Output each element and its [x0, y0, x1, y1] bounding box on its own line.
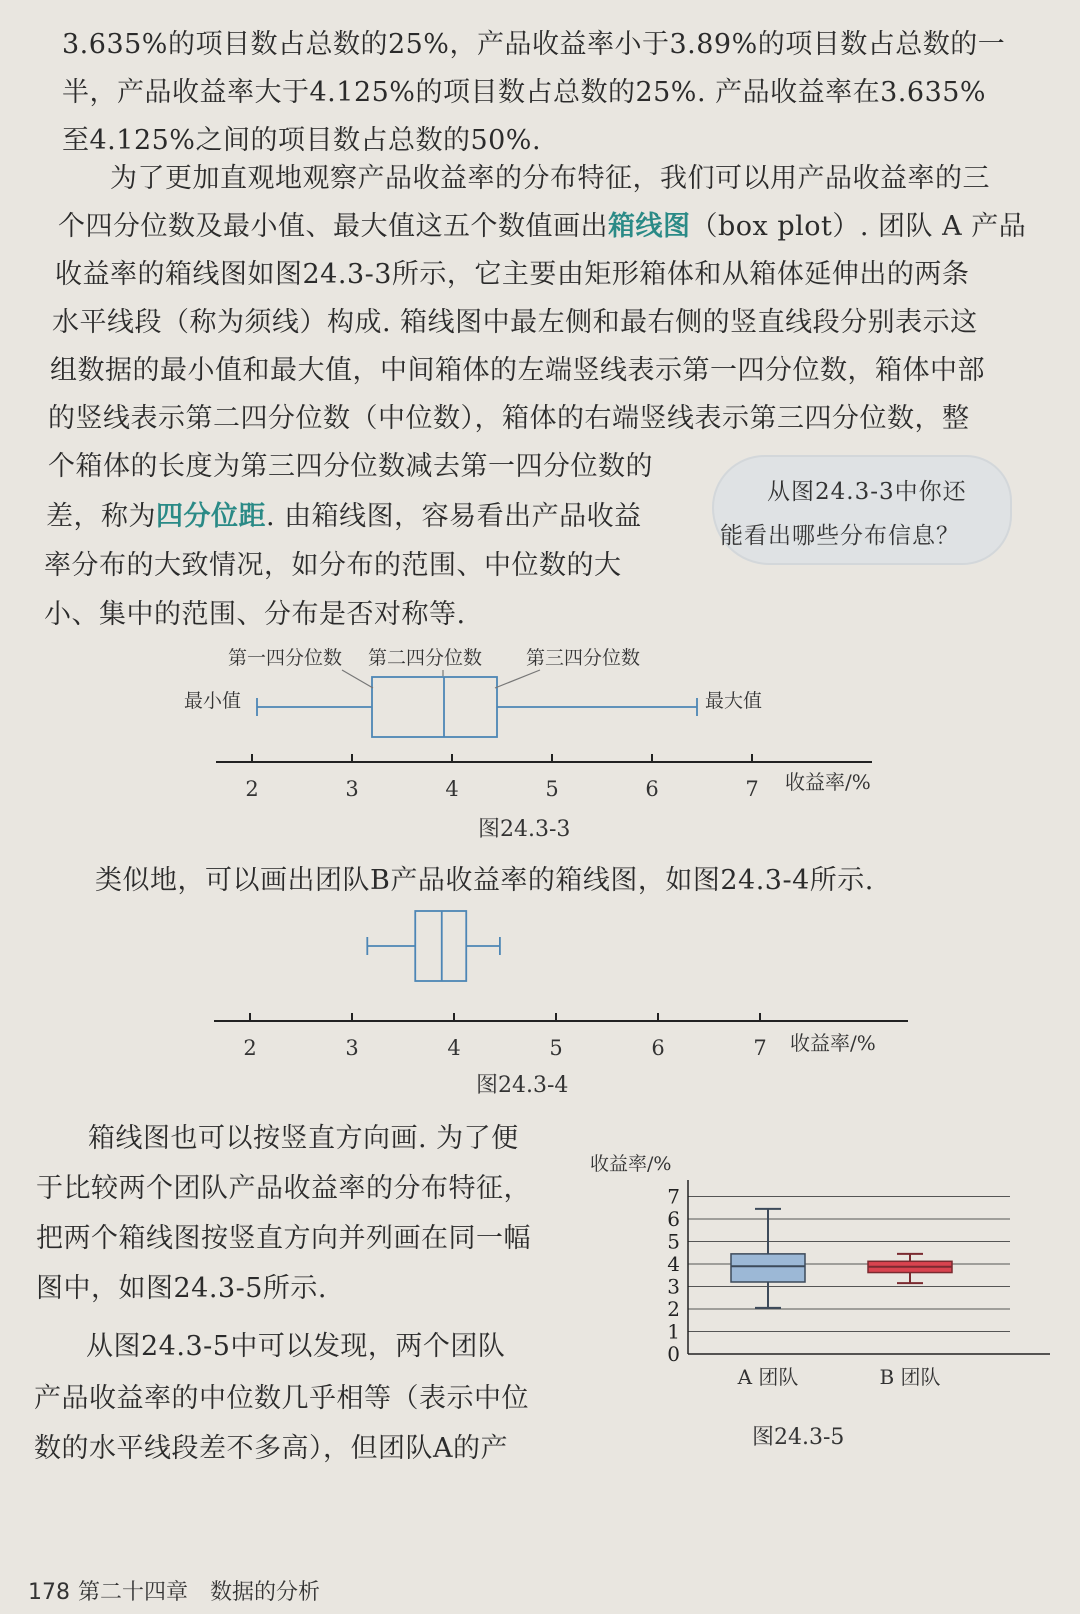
leader-line-q3 — [495, 670, 540, 688]
text-line: 收益率的箱线图如图24.3-3所示，它主要由矩形箱体和从箱体延伸出的两条 — [55, 259, 970, 290]
fig5-b-box — [868, 1261, 952, 1272]
text-line: 至4.125%之间的项目数占总数的50%. — [62, 125, 542, 156]
text-span: 个四分位数及最小值、最大值这五个数值画出 — [58, 211, 608, 242]
label-q2: 第二四分位数 — [368, 647, 483, 669]
text-line: 水平线段（称为须线）构成. 箱线图中最左侧和最右侧的竖直线段分别表示这 — [52, 307, 978, 338]
label-min: 最小值 — [184, 690, 242, 712]
chapter-title: 第二十四章 数据的分析 — [78, 1580, 321, 1605]
fig3-tick-label: 2 — [245, 777, 259, 801]
text-line: 数的水平线段差不多高），但团队A的产 — [34, 1433, 508, 1464]
bubble-line: 从图24.3-3中你还 — [767, 479, 967, 505]
term-box-plot: 箱线图 — [608, 211, 691, 242]
text-line: 把两个箱线图按竖直方向并列画在同一幅 — [36, 1223, 531, 1254]
fig5-tick-label: 4 — [667, 1252, 680, 1276]
term-iqr: 四分位距 — [156, 501, 266, 532]
fig5-tick-label: 1 — [667, 1319, 680, 1344]
label-q3: 第三四分位数 — [526, 647, 641, 669]
text-line: 的竖线表示第二四分位数（中位数），箱体的右端竖线表示第三四分位数，整 — [48, 403, 970, 434]
text-line: 箱线图也可以按竖直方向画. 为了便 — [88, 1123, 519, 1154]
text-line: 个箱体的长度为第三四分位数减去第一四分位数的 — [48, 451, 653, 482]
text-line: 3.635%的项目数占总数的25%，产品收益率小于3.89%的项目数占总数的一 — [62, 29, 1006, 60]
fig5-tick-label: 6 — [667, 1207, 680, 1231]
text-line: 小、集中的范围、分布是否对称等. — [44, 599, 466, 630]
fig4-tick-label: 4 — [447, 1036, 461, 1060]
text-span: （box plot）. 团队 A 产品 — [690, 211, 1027, 242]
text-line: 从图24.3-5中可以发现，两个团队 — [86, 1331, 506, 1362]
fig4-box — [415, 911, 466, 981]
bubble-line: 能看出哪些分布信息？ — [720, 523, 960, 549]
fig5-ylabel: 收益率/% — [590, 1153, 672, 1175]
fig4-xlabel: 收益率/% — [790, 1031, 876, 1055]
text-line: 于比较两个团队产品收益率的分布特征， — [36, 1173, 531, 1204]
fig3-tick-label: 3 — [345, 777, 359, 801]
thought-bubble — [712, 455, 1012, 565]
fig4-tick-label: 3 — [345, 1036, 359, 1060]
fig5-boxplots — [731, 1209, 952, 1389]
fig5-a-category-label: A 团队 — [737, 1365, 799, 1389]
fig5-tick-label: 3 — [667, 1274, 680, 1299]
text-line: 组数据的最小值和最大值，中间箱体的左端竖线表示第一四分位数，箱体中部 — [50, 355, 985, 386]
fig4-tick-label: 2 — [243, 1036, 257, 1060]
label-q1: 第一四分位数 — [228, 647, 343, 669]
fig4-tick-label: 6 — [651, 1036, 665, 1060]
fig4-tick-label: 7 — [753, 1036, 767, 1060]
fig5-a-box — [731, 1254, 805, 1282]
text-span: . 由箱线图，容易看出产品收益 — [266, 501, 642, 532]
fig4-axis — [214, 1013, 908, 1060]
fig5-tick-label: 0 — [667, 1342, 680, 1366]
fig4-tick-label: 5 — [549, 1036, 563, 1060]
text-line: 图中，如图24.3-5所示. — [36, 1273, 328, 1304]
text-line: 率分布的大致情况，如分布的范围、中位数的大 — [44, 550, 622, 581]
fig3-xlabel: 收益率/% — [785, 770, 871, 794]
fig5-b-category-label: B 团队 — [879, 1365, 941, 1389]
leader-line-q1 — [342, 670, 373, 688]
fig3-caption: 图24.3-3 — [478, 817, 571, 842]
fig5-caption: 图24.3-5 — [752, 1425, 845, 1450]
fig3-axis — [216, 754, 872, 801]
fig4-boxplot — [367, 911, 500, 981]
fig5-grid — [667, 1180, 1050, 1366]
text-line — [58, 204, 1026, 243]
text-span: 差，称为 — [46, 501, 156, 532]
text-line: 为了更加直观地观察产品收益率的分布特征，我们可以用产品收益率的三 — [110, 163, 990, 194]
fig5-tick-label: 7 — [667, 1184, 680, 1209]
text-line — [46, 494, 642, 533]
fig3-tick-label: 4 — [445, 777, 459, 801]
page-footer — [28, 1575, 320, 1606]
page-number: 178 — [28, 1580, 70, 1605]
text-line: 半，产品收益率大于4.125%的项目数占总数的25%. 产品收益率在3.635% — [62, 77, 987, 108]
text-line: 产品收益率的中位数几乎相等（表示中位 — [34, 1383, 529, 1414]
fig5-tick-label: 2 — [667, 1297, 680, 1321]
fig3-boxplot — [257, 677, 697, 737]
fig3-tick-label: 5 — [545, 777, 559, 801]
fig5-tick-label: 5 — [667, 1229, 680, 1254]
label-max: 最大值 — [705, 690, 763, 712]
fig3-tick-label: 7 — [745, 777, 759, 801]
fig3-tick-label: 6 — [645, 777, 659, 801]
fig3-box — [372, 677, 497, 737]
text-line: 类似地，可以画出团队B产品收益率的箱线图，如图24.3-4所示. — [95, 865, 874, 896]
fig4-caption: 图24.3-4 — [476, 1073, 569, 1098]
